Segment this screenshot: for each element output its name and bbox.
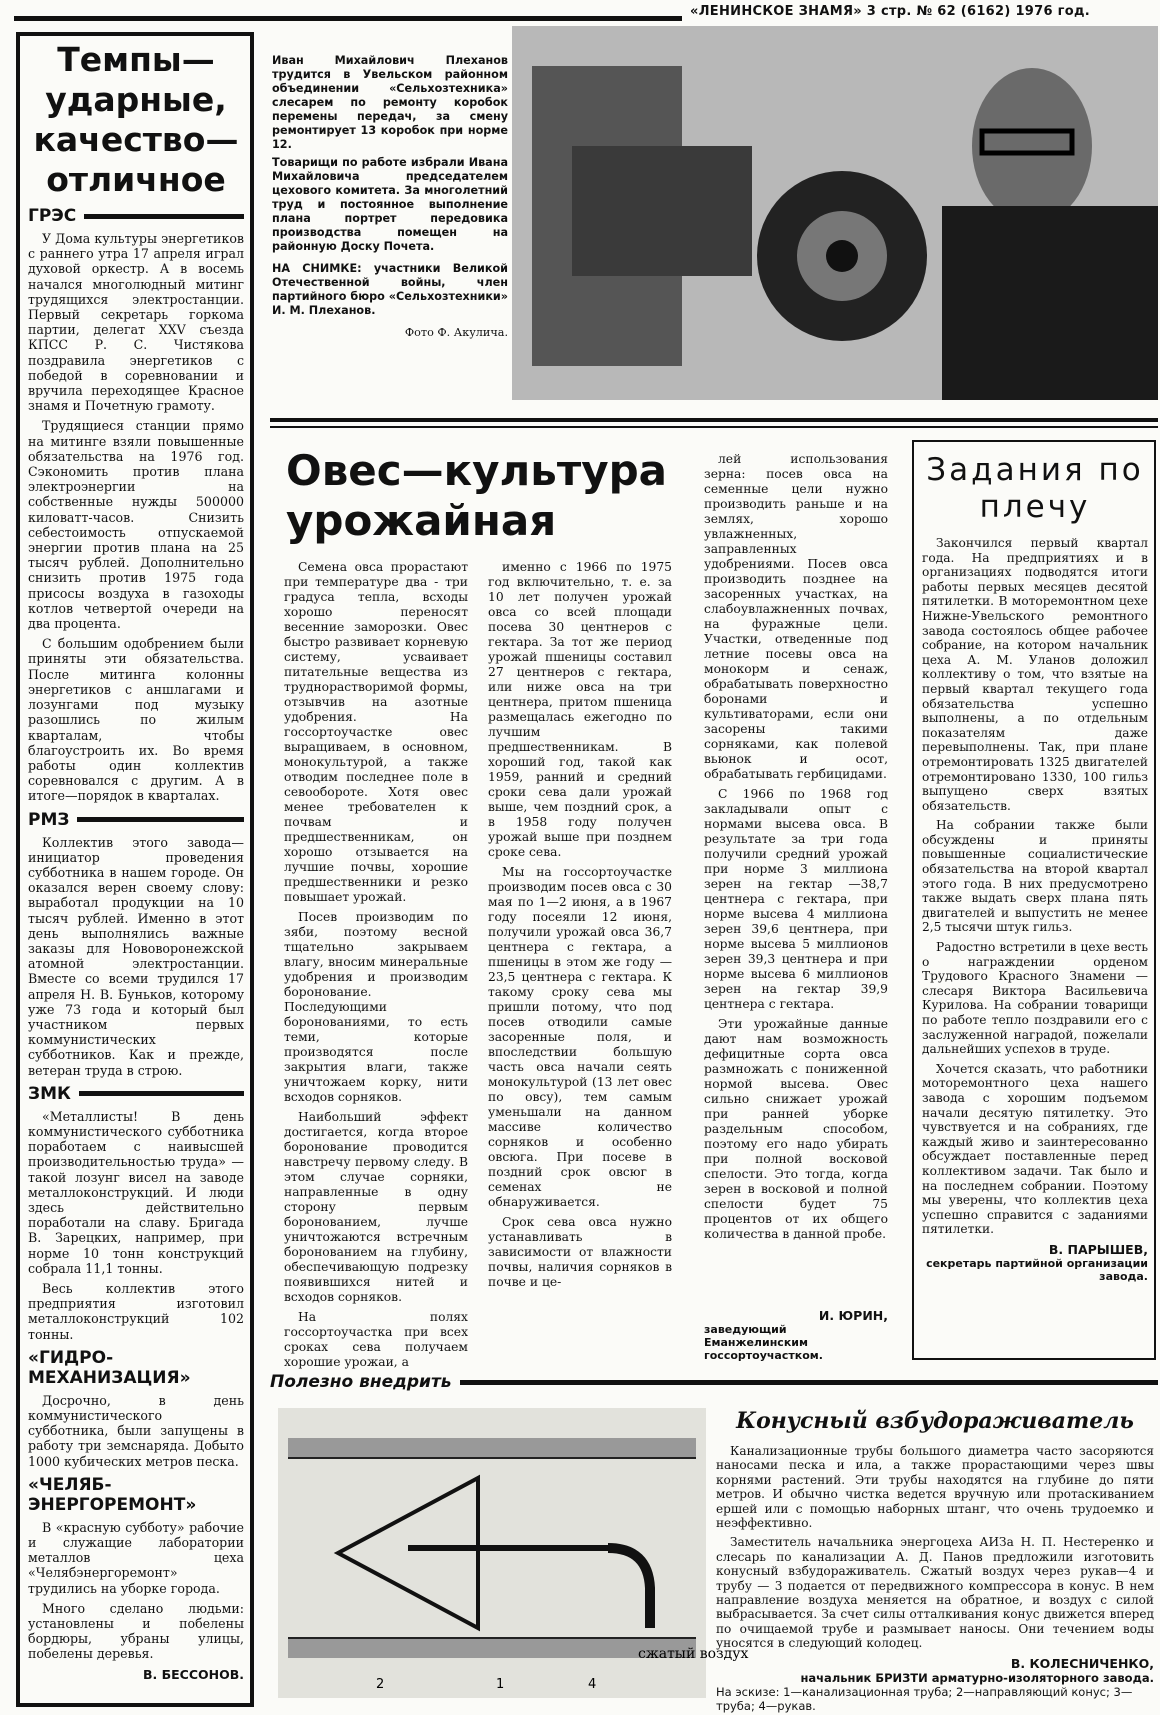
sketch-num-2: 2 bbox=[376, 1677, 385, 1692]
left-section-heading-text: РМЗ bbox=[28, 809, 70, 830]
masthead-rule bbox=[14, 16, 682, 21]
useful-rubric-row bbox=[270, 1372, 1158, 1392]
left-section-heading bbox=[28, 206, 244, 226]
tasks-paragraph: Хочется сказать, что работники моторемонтного цеха нашего завода с хорошим подъемом начали десятую пятилетку. Это чувствуется и на собраниях, где каждый живо и заинтересованно обсуждает поставленные перед коллективом задачи. Так было и на последнем собрании. Поэтому мы уверены, что коллектив цеха успешно справится с заданиями пятилетки. bbox=[922, 1061, 1148, 1237]
oats-paragraph: именно с 1966 по 1975 год включительно, т. е. за 10 лет получен урожай овса со всей площади посева 30 центнеров с гектара. За тот же период урожай пшеницы составил 27 центнеров с гектара, или ниже овса на три центнера, притом пшеница размещалась ежегодно по лучшим предшественникам. В хороший год, такой как 1959, ранний и средний сроки сева дали урожай выше, чем поздний срок, а в 1958 году получен урожай выше при позднем сроке сева. bbox=[488, 560, 672, 859]
left-paragraph: В «красную субботу» рабочие и служащие лаборатории металлов цеха «Челябэнергоремонт» трудились на уборке города. bbox=[28, 1519, 244, 1596]
oats-signature bbox=[704, 1308, 888, 1362]
left-section-heading-text: ГРЭС bbox=[28, 206, 77, 226]
left-paragraph: Много сделано людьми: установлены и побелены бордюры, убраны улицы, побелены деревья. bbox=[28, 1600, 244, 1662]
left-section-heading-text: «ГИДРО- МЕХАНИЗАЦИЯ» bbox=[28, 1347, 191, 1388]
oats-sig-title: заведующий Еманжелинским госсортоучастком. bbox=[704, 1323, 823, 1362]
left-paragraph: С большим одобрением были приняты эти обязательства. После митинга колонны энергетиков с аншлагами и лозунгами под музыку разошлись по жилым кварталам, чтобы благоустроить их. Во время работы один коллектив соревновался с другим. А в итоге—порядок в кварталах. bbox=[28, 636, 244, 804]
oats-paragraph: Семена овса прорастают при температуре два - три градуса тепла, всходы хорошо переносят весенние заморозки. Овес быстро развивает корневую систему, усваивает питательные вещества из труднорастворимой формы, отзывчив на азотные удобрения. На госсортоучастке овес выращиваем, в основном, монокультурой, а также отводим последнее поле в севообороте. Хотя овес менее требователен к почвам и предшественникам, он хорошо отзывается на лучшие почвы, хорошие предшественники и резко повышает урожай. bbox=[284, 560, 468, 904]
caption-p1: Иван Михайлович Плеханов трудится в Увельском районном объединении «Сельхозтехника» слесарем по ремонту коробок перемены передач, за смену ремонтирует 13 коробок при норме 12. bbox=[272, 54, 508, 151]
left-paragraph: Коллектив этого завода— инициатор проведения субботника в нашем городе. Он оказался верен своему слову: выработал продукции на 10 тысяч рублей. Именно в этот день выполнялись важные заказы для Нововоронежской атомной электростанции. Вместе со всеми трудился 17 апреля Н. В. Буньков, которому уже 73 года и который был участником первых коммунистических субботников. Как и прежде, ветеран труда в строю. bbox=[28, 834, 244, 1078]
left-title: Темпы— ударные, качество— отличное bbox=[33, 40, 239, 199]
caption-p2: Товарищи по работе избрали Ивана Михайловича председателем цехового комитета. За многолетний труд и постоянное выполнение плана портрет передовика производства помещен на районную Доску Почета. bbox=[272, 156, 508, 253]
oats-paragraph: Мы на госсортоучастке производим посев овса с 30 мая по 1—2 июня, а в 1967 году посеяли 12 июня, получили урожай овса 36,7 центнера с гектара, а пшеницы в этом же году — 23,5 центнера с гектара. К такому сроку сева мы пришли потому, что под посев отводили самые засоренные поля, и впоследствии большую часть овса начали сеять монокультурой (13 лет овес по овсу), тем самым уменьшали на данном массиве количество сорняков и особенно овсюга. При посеве в поздний срок овсюг в семенах не обнаруживается. bbox=[488, 865, 672, 1209]
tasks-sig-name: В. ПАРЫШЕВ, bbox=[1048, 1241, 1148, 1257]
photo-credit: Фото Ф. Акулича. bbox=[404, 326, 508, 339]
oats-title: Овес—культура урожайная bbox=[286, 446, 667, 545]
useful-paragraph: Канализационные трубы большого диаметра часто засоряются наносами песка и ила, а также прорастающими через швы корнями растений. Эти трубы находятся на глубине до пяти метров. И обычно чистка ведется вручную или протаскиванием ершей или с помощью наборных штанг, что очень трудоемко и неэффективно. bbox=[716, 1444, 1154, 1531]
useful-sig-title: начальник БРИЗТИ арматурно-изоляторного завода. bbox=[800, 1670, 1154, 1685]
left-section-heading bbox=[28, 1348, 244, 1388]
oats-paragraph: С 1966 по 1968 год закладывали опыт с нормами высева овса. В результате за три года получили средний урожай при норме 3 миллиона зерен на гектар —38,7 центнера с гектара, при норме высева 4 миллиона зерен 39,6 центнера, при норме высева 5 миллионов зерен 39,3 центнера и при норме высева 6 миллионов зерен на гектар 39,9 центнера с гектара. bbox=[704, 787, 888, 1011]
oats-paragraph: Наибольший эффект достигается, когда второе боронование проводится навстречу первому следу. В этом случае сорняки, направленные в одну сторону первым боронованием, лучше уничтожаются встречным боронованием на глубину, обеспечивающую подрезку появившихся нитей и всходов сорняков. bbox=[284, 1110, 468, 1304]
sketch-num-4: 4 bbox=[588, 1677, 597, 1692]
caption-p3: НА СНИМКЕ: участники Великой Отечественной войны, член партийного бюро «Сельхозтехники» И. М. Плеханов. bbox=[272, 262, 508, 317]
useful-body bbox=[716, 1444, 1154, 1651]
left-section-heading bbox=[28, 810, 244, 830]
left-signature: В. БЕССОНОВ. bbox=[142, 1666, 244, 1682]
sketch-drawing bbox=[278, 1408, 749, 1698]
oats-paragraph: На полях госсортоучастка при всех сроках сева получаем хорошие урожаи, а bbox=[284, 1310, 468, 1369]
useful-sig-name: В. КОЛЕСНИЧЕНКО, bbox=[1010, 1655, 1154, 1671]
oats-paragraph: Эти урожайные данные дают нам возможность дефицитные сорта овса размножать с пониженной нормой высева. Овес сильно снижает урожай при ранней уборке раздельным способом, поэтому его надо убирать при полной восковой спелости. Это тогда, когда зерен в восковой и полной спелости будет 75 процентов от их общего количества в данной пробе. bbox=[704, 1017, 888, 1241]
left-section-heading-text: ЗМК bbox=[28, 1083, 71, 1104]
tasks-title: Задания по плечу bbox=[926, 452, 1144, 525]
left-paragraph: Весь коллектив этого предприятия изготовил металлоконструкций 102 тонны. bbox=[28, 1281, 244, 1342]
masthead: «ЛЕНИНСКОЕ ЗНАМЯ» 3 стр. № 62 (6162) 1976 год. bbox=[690, 4, 1091, 19]
oats-column-1 bbox=[284, 560, 468, 1375]
tasks-body bbox=[922, 536, 1148, 1237]
useful-legend: На эскизе: 1—канализационная труба; 2—направляющий конус; 3—труба; 4—рукав. bbox=[716, 1684, 1133, 1713]
sketch-label: сжатый воздух bbox=[638, 1646, 749, 1662]
useful-sketch bbox=[278, 1408, 749, 1698]
photo-caption bbox=[272, 54, 508, 340]
sketch-num-1: 1 bbox=[496, 1677, 505, 1692]
left-section-heading-text: «ЧЕЛЯБ- ЭНЕРГОРЕМОНТ» bbox=[28, 1474, 197, 1515]
photo bbox=[512, 26, 1158, 400]
useful-rule bbox=[460, 1380, 1158, 1385]
oats-paragraph: Посев производим по зяби, поэтому весной тщательно закрываем влагу, вносим минеральные удобрения и производим боронование. Последующими боронованиями, то есть теми, которые производятся после закрытия влаги, также уничтожаем корку, нити всходов сорняков. bbox=[284, 910, 468, 1104]
left-column bbox=[28, 40, 244, 1682]
left-paragraph: У Дома культуры энергетиков с раннего утра 17 апреля играл духовой оркестр. А в восемь начался многолюдный митинг трудящихся электростанции. Первый секретарь горкома партии, делегат XXV съезда КПСС Р. С. Чистякова поздравила энергетиков с победой в соревновании и вручила переходящее Красное знамя и Почетную грамоту. bbox=[28, 231, 244, 414]
useful-rubric: Полезно внедрить bbox=[270, 1372, 452, 1392]
useful-title: Конусный взбудораживатель bbox=[736, 1408, 1134, 1434]
left-sections bbox=[28, 206, 244, 1662]
heading-bar bbox=[84, 214, 244, 219]
tasks bbox=[922, 452, 1148, 1283]
left-section-heading bbox=[28, 1475, 244, 1515]
oats-paragraph: Срок сева овса нужно устанавливать в зависимости от влажности почвы, наличия сорняков в почве и це- bbox=[488, 1215, 672, 1289]
oats-column-2 bbox=[488, 560, 672, 1295]
oats-column-3 bbox=[704, 452, 888, 1247]
tasks-sig-title: секретарь партийной организации завода. bbox=[926, 1256, 1148, 1283]
tasks-paragraph: Радостно встретили в цехе весть о награждении орденом Трудового Красного Знамени — слесаря Виктора Васильевича Курилова. На собрании товарищи по работе тепло поздравили его с заслуженной наградой, пожелали дальнейших успехов в труде. bbox=[922, 940, 1148, 1057]
mid-rule-2 bbox=[270, 426, 1158, 428]
photo-illustration bbox=[512, 26, 1158, 400]
tasks-paragraph: Закончился первый квартал года. На предприятиях и в организациях подводятся итоги работы первых месяцев десятой пятилетки. В моторемонтном цехе Нижне-Увельского ремонтного завода состоялось общее рабочее собрание, на котором начальник цеха А. М. Уланов доложил коллективу о том, что взятые на первый квартал текущего года обязательства успешно выполнены, а по отдельным показателям даже перевыполнены. Так, при плане отремонтировать 1325 двигателей отремонтировано 1330, 100 гильз выпущено сверх взятых обязательств. bbox=[922, 536, 1148, 813]
heading-bar bbox=[79, 1091, 244, 1096]
left-paragraph: «Металлисты! В день коммунистического субботника поработаем с наивысшей производительностью труда» — такой лозунг висел на заводе металлоконструкций. И люди здесь действительно поработали на славу. Бригада В. Зарецких, например, при норме 10 тонн конструкций собрала 11,1 тонны. bbox=[28, 1108, 244, 1276]
left-section-heading bbox=[28, 1084, 244, 1104]
heading-bar bbox=[77, 817, 244, 822]
mid-rule bbox=[270, 418, 1158, 422]
useful-article bbox=[716, 1408, 1154, 1713]
left-paragraph: Трудящиеся станции прямо на митинге взяли повышенные обязательства на 1976 год. Сэкономить против плана электроэнергии на собственные нужды 500000 киловатт-часов. Снизить себестоимость отпускаемой энергии против плана на 25 тысяч рублей. Дополнительно снизить против 1975 года присосы воздуха в газоходы котлов четвертой очереди на два процента. bbox=[28, 418, 244, 632]
useful-paragraph: Заместитель начальника энергоцеха АИЗа Н. П. Нестеренко и слесарь по канализации А. Д. Панов предложили изготовить конусный взбудораживатель. Сжатый воздух через рукав—4 и трубу — 3 подается от передвижного компрессора в конус. В нем направление воздуха меняется на обратное, и воздух с силой выбрасывается. За счет силы отталкивания конус движется вперед по очищаемой трубе и размывает наносы. Они течением воды уносятся в следующий колодец. bbox=[716, 1535, 1154, 1651]
left-paragraph: Досрочно, в день коммунистического субботника, были запущены в работу три земснаряда. Добыто 1000 кубических метров песка. bbox=[28, 1392, 244, 1469]
oats-sig-name: И. ЮРИН, bbox=[818, 1308, 888, 1323]
tasks-paragraph: На собрании также были обсуждены и приняты повышенные социалистические обязательства на второй квартал этого года. В них предусмотрено также выдать сверх плана пять двигателей и выпустить не менее 2,5 тысячи штук гильз. bbox=[922, 818, 1148, 935]
oats-paragraph: лей использования зерна: посев овса на семенные цели нужно производить раньше и на землях, хорошо увлажненных, заправленных удобрениями. Посев овса производить позднее на засоренных участках, на слабоувлажненных почвах, на фуражные цели. Участки, отведенные под летние посевы овса на монокорм и сенаж, обрабатывать поверхностно боронами и культиваторами, если они засорены такими сорняками, как полевой вьюнок и осот, обрабатывать гербицидами. bbox=[704, 452, 888, 781]
